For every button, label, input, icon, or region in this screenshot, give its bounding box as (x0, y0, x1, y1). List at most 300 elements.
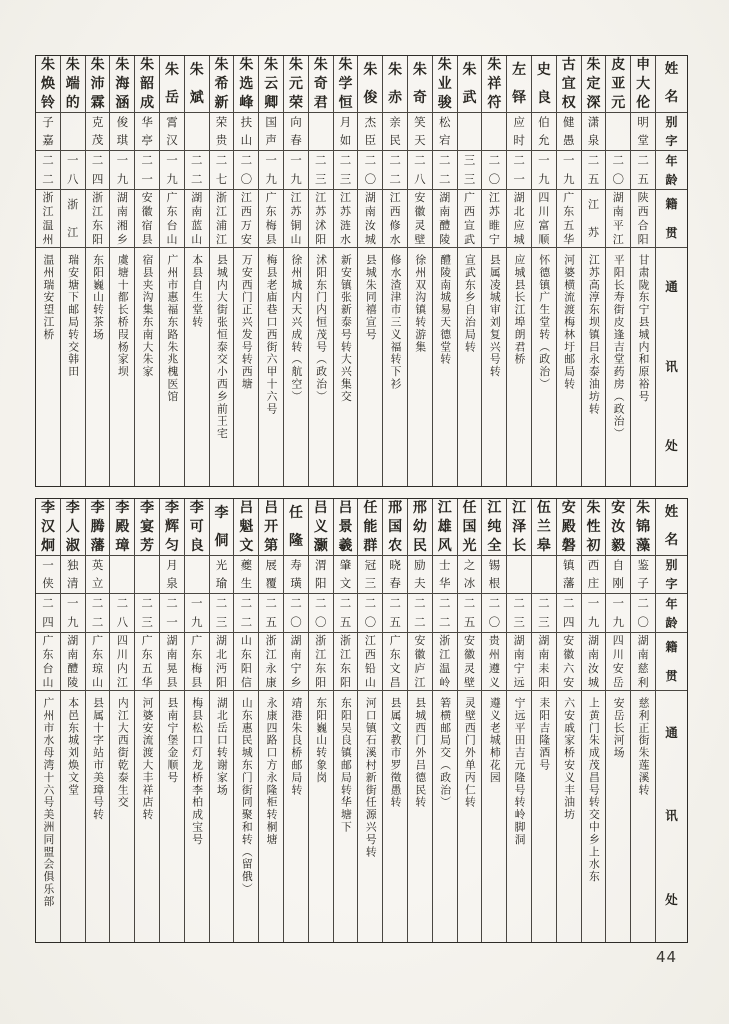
entry-column (185, 56, 210, 486)
entry-alias: 西 庄 (582, 556, 606, 594)
entry-age: 二 五 (458, 594, 482, 633)
entry-origin: 浙 江 温 岭 (433, 633, 457, 691)
entry-alias: 应 时 (507, 113, 531, 151)
entry-origin: 浙 江 温 州 (36, 190, 60, 248)
entry-alias (185, 113, 209, 151)
entry-age: 一 九 (259, 151, 283, 190)
entry-alias: 肇 文 (334, 556, 358, 594)
entry-column (61, 56, 86, 486)
entry-contact (532, 248, 556, 486)
entry-origin: 湖 南 汝 城 (358, 190, 382, 248)
entry-origin: 四 川 安 岳 (606, 633, 630, 691)
entry-contact-text: 靖港朱良桥邮局转 (290, 697, 304, 797)
entry-contact (458, 248, 482, 486)
entry-origin: 安 徽 六 安 (557, 633, 581, 691)
entry-age: 一 九 (532, 151, 556, 190)
entry-age: 一 九 (582, 594, 606, 633)
entry-age: 二 〇 (358, 594, 382, 633)
entry-origin: 广 东 五 华 (135, 633, 159, 691)
entry-origin: 广 东 文 昌 (383, 633, 407, 691)
entry-alias: 荣 贵 (210, 113, 234, 151)
entry-age: 二 一 (507, 151, 531, 190)
entry-name: 朱 锦 藻 (631, 499, 655, 556)
entry-name: 朱 海 涵 (110, 56, 134, 113)
entry-name: 安 汝 毅 (606, 499, 630, 556)
header-name-label: 姓 名 (656, 56, 687, 113)
entry-age: 一 九 (557, 151, 581, 190)
entry-contact-text: 县属十字站市美璋号转 (91, 697, 105, 821)
entry-age: 二 〇 (482, 151, 506, 190)
header-origin-label: 籍 贯 (656, 190, 687, 248)
entry-contact (284, 248, 308, 486)
entry-contact-text: 箬横邮局交（政治） (439, 697, 453, 809)
entry-contact-text: 河口镇石溪村新街任源兴号转 (364, 697, 378, 859)
entry-name: 吕 开 第 (259, 499, 283, 556)
entry-origin: 广 东 琼 山 (86, 633, 110, 691)
entry-column (334, 56, 359, 486)
entry-contact (210, 248, 234, 486)
entry-age: 一 九 (110, 151, 134, 190)
entry-contact (334, 248, 358, 486)
entry-alias: 健 愚 (557, 113, 581, 151)
entry-alias: 月 泉 (160, 556, 184, 594)
entry-name: 朱 性 初 (582, 499, 606, 556)
entry-alias: 渭 阳 (309, 556, 333, 594)
entry-contact (358, 691, 382, 942)
entry-column (36, 56, 61, 486)
entry-origin: 湖 南 平 江 (606, 190, 630, 248)
entry-name: 邢 国 农 (383, 499, 407, 556)
entry-contact-text: 虞塘十都长桥叚杨家坝 (116, 254, 130, 378)
entry-contact (507, 691, 531, 942)
entry-origin: 安 徽 灵 壁 (408, 190, 432, 248)
entry-column (259, 499, 284, 942)
entry-column (507, 499, 532, 942)
entry-origin: 陕 西 合 阳 (631, 190, 655, 248)
entry-age: 二 二 (408, 594, 432, 633)
entry-contact-text: 河婆横流渡梅林圩邮局转 (563, 254, 577, 391)
entry-contact (259, 691, 283, 942)
entry-age: 一 九 (185, 594, 209, 633)
entry-age: 二 三 (210, 594, 234, 633)
entry-contact-text: 湖北岳口转谢家场 (215, 697, 229, 797)
entry-age: 二 一 (135, 151, 159, 190)
entry-origin: 江 西 铅 山 (358, 633, 382, 691)
entry-name: 朱 奇 (408, 56, 432, 113)
entry-contact-text: 新安镇张新泰号转大兴集交 (339, 254, 353, 403)
entry-contact-text: 县城内大街张恒泰交小西乡前王宅 (215, 254, 229, 440)
entry-age: 二 四 (557, 594, 581, 633)
entry-age: 一 八 (61, 151, 85, 190)
entry-contact (36, 248, 60, 486)
entry-column (458, 56, 483, 486)
entry-alias: 士 华 (433, 556, 457, 594)
entry-contact (458, 691, 482, 942)
entry-alias: 俊 琪 (110, 113, 134, 151)
entry-origin: 湖 南 耒 阳 (532, 633, 556, 691)
entry-origin: 湖 南 蓝 山 (185, 190, 209, 248)
entry-column (532, 56, 557, 486)
entry-age: 二 二 (36, 151, 60, 190)
entry-column (135, 56, 160, 486)
entry-age: 二 八 (110, 594, 134, 633)
entry-contact (507, 248, 531, 486)
entry-column (135, 499, 160, 942)
entry-contact-text: 怀德镇广生堂转（政治） (538, 254, 552, 391)
entry-contact-text: 瑞安塘下邮局转交韩田 (67, 254, 81, 378)
entry-age: 二 〇 (482, 594, 506, 633)
entry-contact (408, 248, 432, 486)
entry-alias: 华 亭 (135, 113, 159, 151)
entry-contact (433, 248, 457, 486)
entry-origin: 江 苏 沭 阳 (309, 190, 333, 248)
entry-origin: 江 苏 (582, 190, 606, 248)
header-age-label: 年 龄 (656, 151, 687, 190)
entry-contact-text: 徐州城内天兴成转（航空） (290, 254, 304, 403)
entry-contact (631, 691, 655, 942)
entry-name: 古 宜 权 (557, 56, 581, 113)
entry-contact-text: 梅县松口灯龙桥李柏成宝号 (191, 697, 205, 846)
entry-contact-text: 东阳巍山转茶场 (91, 254, 105, 341)
entry-origin: 四 川 内 江 (110, 633, 134, 691)
entry-contact (135, 691, 159, 942)
entry-contact (86, 248, 110, 486)
entry-column (36, 499, 61, 942)
entry-contact-text: 万安西门正兴发号转西塘 (240, 254, 254, 391)
entry-alias: 克 茂 (86, 113, 110, 151)
entry-alias: 伯 允 (532, 113, 556, 151)
entry-contact-text: 平阳长寿街皮逢吉堂药房（政治） (612, 254, 626, 440)
entry-origin: 广 东 台 山 (160, 190, 184, 248)
entry-name: 朱 希 新 (210, 56, 234, 113)
entry-name: 邢 幼 民 (408, 499, 432, 556)
entry-contact-text: 遵义老城柿花园 (488, 697, 502, 784)
entry-name: 安 殿 磐 (557, 499, 581, 556)
entry-name: 李 辉 匀 (160, 499, 184, 556)
entry-contact (482, 248, 506, 486)
entry-contact (110, 691, 134, 942)
entry-age: 二 二 (433, 151, 457, 190)
entry-alias: 扶 山 (234, 113, 258, 151)
entry-origin: 湖 南 湘 乡 (110, 190, 134, 248)
entry-alias: 自 刚 (606, 556, 630, 594)
entry-age: 二 二 (383, 151, 407, 190)
entry-contact-text: 县南宁堡金顺号 (166, 697, 180, 784)
page-number: 44 (656, 948, 678, 966)
entry-contact-text: 修水渣津市三义福转下衫 (389, 254, 403, 391)
entry-column (383, 56, 408, 486)
entry-contact (36, 691, 60, 942)
entry-name: 吕 义 灏 (309, 499, 333, 556)
entry-age: 二 二 (234, 594, 258, 633)
entry-contact (284, 691, 308, 942)
entry-alias: 一 侠 (36, 556, 60, 594)
entry-age: 二 三 (135, 594, 159, 633)
entry-name: 李 可 良 (185, 499, 209, 556)
entry-column (334, 499, 359, 942)
entry-alias (532, 556, 556, 594)
entry-alias (606, 113, 630, 151)
entry-alias: 镇 藩 (557, 556, 581, 594)
entry-origin: 广 东 五 华 (557, 190, 581, 248)
entry-column (582, 56, 607, 486)
entry-origin: 湖 南 醴 陵 (61, 633, 85, 691)
entry-contact-text: 灵壁西门外单丙仁转 (463, 697, 477, 809)
entry-contact (210, 691, 234, 942)
entry-name: 朱 云 卿 (259, 56, 283, 113)
entry-contact-text: 宿县夹沟集东南大朱家 (141, 254, 155, 378)
entry-contact (160, 691, 184, 942)
entry-contact (61, 691, 85, 942)
entry-column (259, 56, 284, 486)
entry-origin: 广 东 梅 县 (259, 190, 283, 248)
entry-contact-text: 徐州双沟镇转游集 (414, 254, 428, 354)
entry-age: 二 〇 (234, 151, 258, 190)
entry-column (408, 499, 433, 942)
entry-contact (185, 248, 209, 486)
entry-column (631, 499, 656, 942)
entry-age: 二 二 (185, 151, 209, 190)
entry-name: 朱 武 (458, 56, 482, 113)
entry-age: 二 八 (408, 151, 432, 190)
entry-contact (358, 248, 382, 486)
entry-column (86, 56, 111, 486)
entry-alias: 月 如 (334, 113, 358, 151)
header-contact-label: 通 讯 处 (665, 724, 678, 907)
entry-contact (582, 248, 606, 486)
entry-name: 李 殿 璋 (110, 499, 134, 556)
entry-alias (507, 556, 531, 594)
entry-name: 史 良 (532, 56, 556, 113)
entry-column (160, 499, 185, 942)
entry-origin: 广 东 梅 县 (185, 633, 209, 691)
entry-age: 二 〇 (284, 594, 308, 633)
entry-name: 吕 景 羲 (334, 499, 358, 556)
entry-age: 一 九 (160, 151, 184, 190)
entry-alias: 寿 璜 (284, 556, 308, 594)
entry-name: 朱 定 深 (582, 56, 606, 113)
entry-contact (135, 248, 159, 486)
entry-origin: 浙 江 浦 江 (210, 190, 234, 248)
entry-column (110, 499, 135, 942)
entry-contact-text: 梅县老庙巷口西街六甲十六号 (265, 254, 279, 416)
entry-alias (458, 113, 482, 151)
entry-contact (61, 248, 85, 486)
entry-alias (482, 113, 506, 151)
entry-column (309, 56, 334, 486)
entry-contact-text: 宣武东乡自治局转 (463, 254, 477, 354)
entry-contact (160, 248, 184, 486)
entry-contact-text: 河婆安流渡大丰祥店转 (141, 697, 155, 821)
entry-contact-text: 内江大西街乾泰生交 (116, 697, 130, 809)
entry-age: 二 〇 (309, 594, 333, 633)
entry-alias: 明 堂 (631, 113, 655, 151)
entry-origin: 四 川 富 顺 (532, 190, 556, 248)
entry-name: 朱 沛 霖 (86, 56, 110, 113)
entry-contact-text: 县城西门外吕德民转 (414, 697, 428, 809)
entry-name: 朱 端 的 (61, 56, 85, 113)
entry-column (160, 56, 185, 486)
entry-name: 任 隆 (284, 499, 308, 556)
entry-column (284, 56, 309, 486)
entry-contact-text: 耒阳吉隆酒号 (538, 697, 552, 772)
entry-name: 江 泽 长 (507, 499, 531, 556)
entry-column (458, 499, 483, 942)
entry-origin: 浙 江 永 康 (259, 633, 283, 691)
entry-contact-text: 慈利正街朱莲溪转 (637, 697, 651, 797)
entry-column (61, 499, 86, 942)
entry-name: 朱 业 骏 (433, 56, 457, 113)
entry-age: 二 三 (507, 594, 531, 633)
entry-contact (606, 691, 630, 942)
entry-name: 李 汉 炯 (36, 499, 60, 556)
directory-table-bottom (35, 498, 688, 943)
entry-age: 二 三 (309, 151, 333, 190)
entry-origin: 浙 江 东 阳 (86, 190, 110, 248)
entry-contact (110, 248, 134, 486)
entry-contact (532, 691, 556, 942)
entry-column (358, 499, 383, 942)
entry-column (606, 499, 631, 942)
entry-contact (582, 691, 606, 942)
entry-contact (557, 691, 581, 942)
entry-age: 二 四 (86, 151, 110, 190)
entry-column (557, 499, 582, 942)
header-age-label: 年 龄 (656, 594, 687, 633)
entry-age: 二 三 (532, 594, 556, 633)
entry-contact (234, 691, 258, 942)
entry-alias: 鉴 子 (631, 556, 655, 594)
entry-name: 吕 魁 文 (234, 499, 258, 556)
entry-origin: 湖 南 慈 利 (631, 633, 655, 691)
entry-alias: 之 冰 (458, 556, 482, 594)
entry-contact (433, 691, 457, 942)
entry-alias: 晓 春 (383, 556, 407, 594)
entry-age: 一 九 (284, 151, 308, 190)
entry-name: 江 雄 风 (433, 499, 457, 556)
entry-column (606, 56, 631, 486)
entry-name: 朱 俊 (358, 56, 382, 113)
entry-age: 二 〇 (631, 594, 655, 633)
entry-alias: 亲 民 (383, 113, 407, 151)
entry-origin: 浙 江 东 阳 (334, 633, 358, 691)
entry-origin: 江 苏 睢 宁 (482, 190, 506, 248)
entry-contact-text: 醴陵南城易天德堂转 (439, 254, 453, 366)
entry-name: 朱 学 恒 (334, 56, 358, 113)
entry-origin: 贵 州 遵 义 (482, 633, 506, 691)
entry-origin: 浙 江 (61, 190, 85, 248)
entry-name: 朱 奇 君 (309, 56, 333, 113)
entry-contact-text: 应城县长江埠朗君桥 (513, 254, 527, 366)
header-alias-label: 别 字 (656, 113, 687, 151)
entry-alias: 英 立 (86, 556, 110, 594)
entry-contact-text: 县属凌城审刘复兴号转 (488, 254, 502, 378)
entry-contact (557, 248, 581, 486)
entry-contact (383, 248, 407, 486)
entry-origin: 山 东 阳 信 (234, 633, 258, 691)
entry-column (309, 499, 334, 942)
entry-origin: 广 东 台 山 (36, 633, 60, 691)
entry-age: 一 九 (606, 594, 630, 633)
entry-origin: 江 西 万 安 (234, 190, 258, 248)
entry-contact-text: 安岳长河场 (612, 697, 626, 759)
entry-contact-text: 本邑东城刘焕文堂 (67, 697, 81, 797)
entry-age: 二 五 (631, 151, 655, 190)
entry-age: 二 五 (582, 151, 606, 190)
entry-alias: 国 声 (259, 113, 283, 151)
header-column (656, 56, 687, 486)
entry-name: 李 侗 (210, 499, 234, 556)
entry-contact (259, 248, 283, 486)
entry-alias: 光 瑜 (210, 556, 234, 594)
entry-age: 二 三 (334, 151, 358, 190)
header-contact-label: 通 讯 处 (665, 279, 678, 454)
entry-column (482, 499, 507, 942)
entry-alias (309, 113, 333, 151)
entry-column (284, 499, 309, 942)
entry-name: 任 能 群 (358, 499, 382, 556)
entry-origin: 江 苏 铜 山 (284, 190, 308, 248)
entry-column (433, 56, 458, 486)
entry-name: 朱 赤 (383, 56, 407, 113)
entry-column (110, 56, 135, 486)
entry-contact (309, 691, 333, 942)
entry-alias: 子 嘉 (36, 113, 60, 151)
entry-origin: 浙 江 东 阳 (309, 633, 333, 691)
entry-contact-text: 山东惠民城东门街同聚和转（留俄） (240, 697, 254, 896)
header-name-label: 姓 名 (656, 499, 687, 556)
entry-contact (185, 691, 209, 942)
entry-alias: 独 清 (61, 556, 85, 594)
entry-origin: 江 苏 涟 水 (334, 190, 358, 248)
entry-name: 朱 焕 铃 (36, 56, 60, 113)
entry-origin: 湖 南 宁 远 (507, 633, 531, 691)
entry-alias: 展 覆 (259, 556, 283, 594)
entry-name: 朱 岳 (160, 56, 184, 113)
entry-contact-text: 六安戚家桥安义丰油坊 (563, 697, 577, 821)
header-origin-label: 籍 贯 (656, 633, 687, 691)
entry-origin: 安 徽 宿 县 (135, 190, 159, 248)
entry-origin: 湖 北 应 城 (507, 190, 531, 248)
entry-alias: 松 宕 (433, 113, 457, 151)
entry-age: 二 七 (210, 151, 234, 190)
entry-column (582, 499, 607, 942)
entry-column (185, 499, 210, 942)
entry-name: 朱 韶 成 (135, 56, 159, 113)
entry-column (557, 56, 582, 486)
entry-name: 李 宴 芳 (135, 499, 159, 556)
entry-contact-text: 上黄门朱成茂昌号转交中乡上水东 (587, 697, 601, 883)
entry-alias: 潇 泉 (582, 113, 606, 151)
entry-age: 二 五 (383, 594, 407, 633)
entry-alias: 霄 汉 (160, 113, 184, 151)
entry-alias: 笑 天 (408, 113, 432, 151)
entry-origin: 江 西 修 水 (383, 190, 407, 248)
entry-age: 三 三 (458, 151, 482, 190)
entry-age: 二 一 (160, 594, 184, 633)
entry-name: 左 铎 (507, 56, 531, 113)
entry-name: 申 大 伦 (631, 56, 655, 113)
entry-column (631, 56, 656, 486)
entry-origin: 湖 南 醴 陵 (433, 190, 457, 248)
entry-column (210, 499, 235, 942)
entry-name: 李 人 淑 (61, 499, 85, 556)
entry-origin: 湖 南 晃 县 (160, 633, 184, 691)
entry-contact (482, 691, 506, 942)
entry-alias: 向 春 (284, 113, 308, 151)
entry-name: 江 纯 全 (482, 499, 506, 556)
entry-alias: 锡 根 (482, 556, 506, 594)
